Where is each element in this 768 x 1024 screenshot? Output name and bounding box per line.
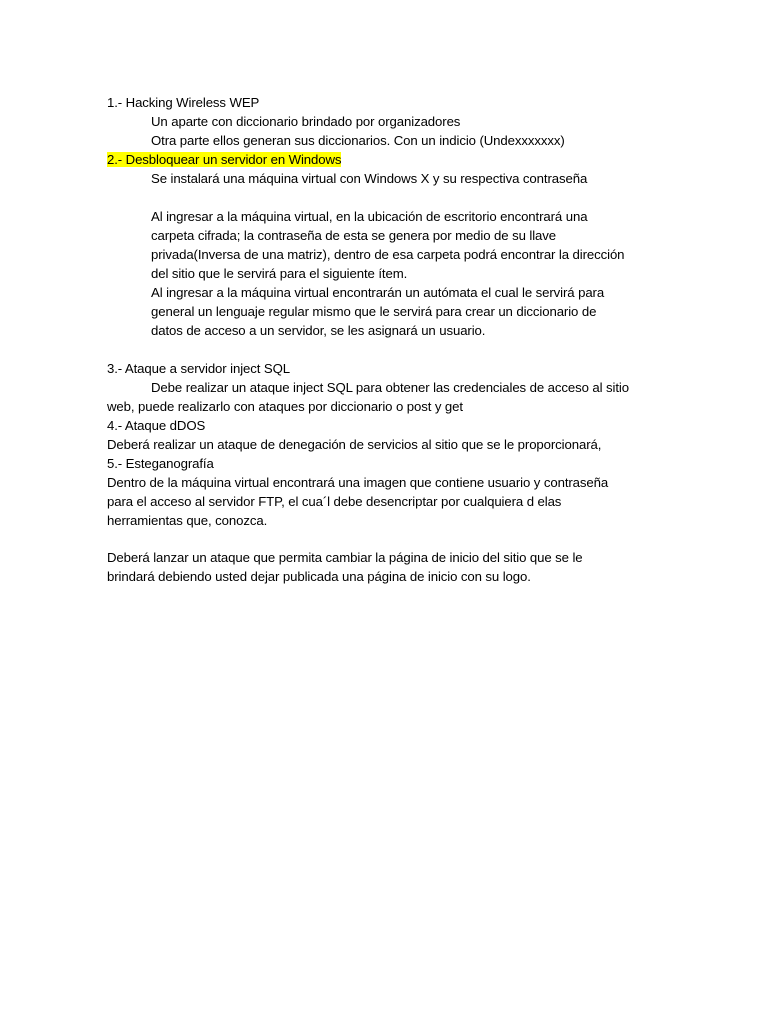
text-line: Debe realizar un ataque inject SQL para obtener las credenciales de acceso al sitio [151, 380, 629, 395]
highlighted-text: 2.- Desbloquear un servidor en Windows [107, 152, 342, 167]
heading-ataque-sql: 3.- Ataque a servidor inject SQL [107, 361, 290, 376]
text-line: general un lenguaje regular mismo que le servirá para crear un diccionario de [151, 304, 597, 319]
heading-ataque-ddos: 4.- Ataque dDOS [107, 418, 206, 433]
text-line: herramientas que, conozca. [107, 513, 268, 528]
text-line: Un aparte con diccionario brindado por organizadores [151, 114, 461, 129]
text-line: Dentro de la máquina virtual encontrará una imagen que contiene usuario y contraseña [107, 475, 609, 490]
text-line: Deberá lanzar un ataque que permita cambiar la página de inicio del sitio que se le [107, 550, 583, 565]
text-line: para el acceso al servidor FTP, el cua´l debe desencriptar por cualquiera d elas [107, 494, 562, 509]
text-line: Otra parte ellos generan sus diccionarios. Con un indicio (Undexxxxxxx) [151, 133, 565, 148]
text-line: datos de acceso a un servidor, se les asignará un usuario. [151, 323, 486, 338]
text-line: Deberá realizar un ataque de denegación de servicios al sitio que se le proporcionará, [107, 437, 602, 452]
text-line: Se instalará una máquina virtual con Windows X y su respectiva contraseña [151, 171, 588, 186]
text-line: Al ingresar a la máquina virtual, en la ubicación de escritorio encontrará una [151, 209, 588, 224]
heading-hacking-wireless: 1.- Hacking Wireless WEP [107, 95, 260, 110]
text-line: del sitio que le servirá para el siguiente ítem. [151, 266, 408, 281]
text-line: carpeta cifrada; la contraseña de esta se genera por medio de su llave [151, 228, 556, 243]
heading-esteganografia: 5.- Esteganografía [107, 456, 214, 471]
heading-desbloquear-servidor [107, 150, 341, 169]
text-line: brindará debiendo usted dejar publicada una página de inicio con su logo. [107, 569, 531, 584]
text-line: privada(Inversa de una matriz), dentro de esa carpeta podrá encontrar la dirección [151, 247, 625, 262]
text-line: Al ingresar a la máquina virtual encontrarán un autómata el cual le servirá para [151, 285, 605, 300]
text-line: web, puede realizarlo con ataques por diccionario o post y get [107, 399, 463, 414]
